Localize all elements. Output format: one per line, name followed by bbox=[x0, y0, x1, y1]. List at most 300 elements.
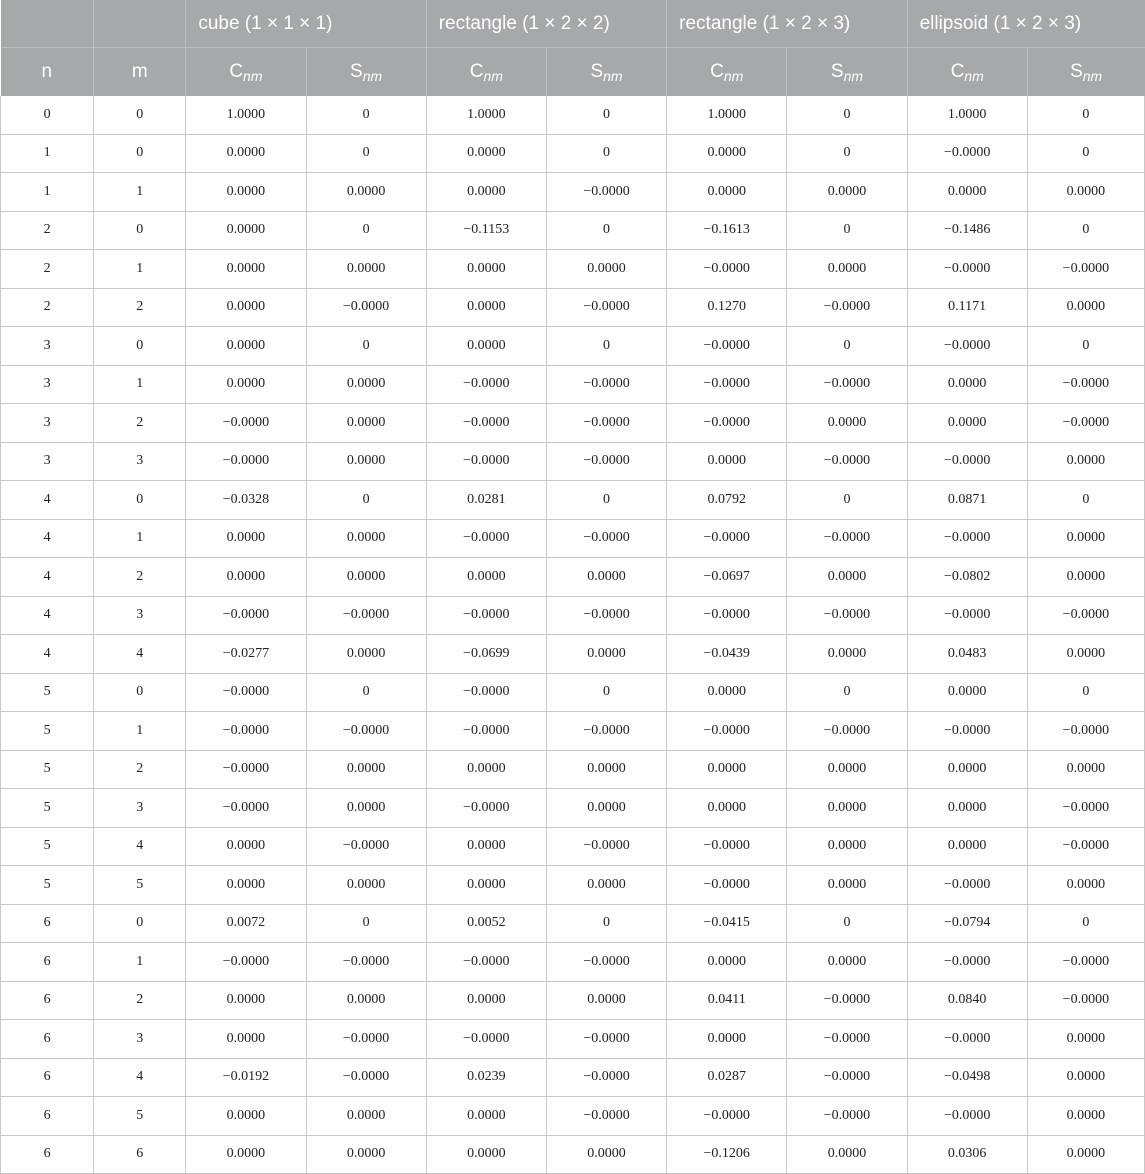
rect123-c-cell: 1.0000 bbox=[667, 96, 787, 134]
header-column-row bbox=[1, 48, 1145, 97]
rect123-s-cell: 0.0000 bbox=[787, 943, 907, 982]
m-cell: 5 bbox=[94, 1097, 186, 1136]
nm-subscript: nm bbox=[243, 67, 263, 84]
rect122-c-cell: −0.0000 bbox=[426, 1020, 546, 1059]
m-cell: 3 bbox=[94, 789, 186, 828]
ellipsoid-c-cell: −0.0000 bbox=[907, 442, 1027, 481]
column-header-c bbox=[667, 48, 787, 97]
cube-c-cell: 0.0000 bbox=[186, 211, 306, 250]
cube-s-cell: 0.0000 bbox=[306, 404, 426, 443]
rect122-s-cell: −0.0000 bbox=[546, 442, 666, 481]
cube-s-cell: 0.0000 bbox=[306, 1135, 426, 1174]
ellipsoid-s-cell: −0.0000 bbox=[1027, 827, 1144, 866]
m-cell: 2 bbox=[94, 288, 186, 327]
rect122-s-cell: 0.0000 bbox=[546, 866, 666, 905]
nm-subscript: nm bbox=[843, 67, 864, 84]
rect123-c-cell: −0.0439 bbox=[667, 635, 787, 674]
s-symbol: S bbox=[590, 60, 604, 82]
rect123-c-cell: 0.0000 bbox=[667, 789, 787, 828]
nm-subscript: nm bbox=[1082, 67, 1103, 84]
rect122-c-cell: 0.0000 bbox=[426, 327, 546, 366]
n-cell: 1 bbox=[1, 134, 94, 173]
nm-subscript: nm bbox=[483, 67, 503, 84]
table-header bbox=[1, 0, 1145, 96]
cube-c-cell: 0.0000 bbox=[186, 1097, 306, 1136]
ellipsoid-s-cell: −0.0000 bbox=[1027, 789, 1144, 828]
cube-c-cell: 0.0000 bbox=[186, 519, 306, 558]
m-cell: 2 bbox=[94, 981, 186, 1020]
nm-subscript: nm bbox=[362, 67, 383, 84]
rect122-c-cell: 0.0000 bbox=[426, 1135, 546, 1174]
rect122-c-cell: 0.0000 bbox=[426, 866, 546, 905]
table-row bbox=[1, 134, 1145, 173]
table-row bbox=[1, 1020, 1145, 1059]
m-cell: 2 bbox=[94, 404, 186, 443]
n-cell: 4 bbox=[1, 481, 94, 520]
table-row bbox=[1, 519, 1145, 558]
rect122-s-cell: −0.0000 bbox=[546, 712, 666, 751]
table-body bbox=[1, 96, 1145, 1174]
rect123-c-cell: −0.0000 bbox=[667, 827, 787, 866]
column-header-c bbox=[186, 48, 306, 97]
rect122-s-cell: 0 bbox=[546, 481, 666, 520]
table-row bbox=[1, 173, 1145, 212]
rect122-s-cell: −0.0000 bbox=[546, 1020, 666, 1059]
m-cell: 0 bbox=[94, 904, 186, 943]
rect122-c-cell: 0.0281 bbox=[426, 481, 546, 520]
table-row bbox=[1, 96, 1145, 134]
rect122-s-cell: 0.0000 bbox=[546, 635, 666, 674]
rect122-c-cell: 0.0000 bbox=[426, 750, 546, 789]
table-row bbox=[1, 481, 1145, 520]
rect123-s-cell: 0 bbox=[787, 134, 907, 173]
m-cell: 1 bbox=[94, 365, 186, 404]
table-row bbox=[1, 981, 1145, 1020]
rect122-s-cell: 0.0000 bbox=[546, 1135, 666, 1174]
rect123-s-cell: 0.0000 bbox=[787, 750, 907, 789]
cube-s-cell: 0.0000 bbox=[306, 173, 426, 212]
rect123-s-cell: 0.0000 bbox=[787, 635, 907, 674]
s-symbol: S bbox=[350, 60, 363, 82]
rect123-s-cell: −0.0000 bbox=[787, 1020, 907, 1059]
rect122-s-cell: −0.0000 bbox=[546, 943, 666, 982]
rect122-c-cell: 0.0000 bbox=[426, 1097, 546, 1136]
rect123-c-cell: −0.1613 bbox=[667, 211, 787, 250]
column-header-s bbox=[546, 48, 666, 97]
rect123-s-cell: −0.0000 bbox=[787, 596, 907, 635]
ellipsoid-c-cell: 0.0000 bbox=[907, 789, 1027, 828]
cube-s-cell: −0.0000 bbox=[306, 943, 426, 982]
n-cell: 5 bbox=[1, 789, 94, 828]
column-header-m: m bbox=[94, 48, 186, 97]
rect123-c-cell: −0.0000 bbox=[667, 404, 787, 443]
rect123-c-cell: −0.0000 bbox=[667, 250, 787, 289]
m-cell: 2 bbox=[94, 558, 186, 597]
rect123-s-cell: 0.0000 bbox=[787, 250, 907, 289]
rect122-c-cell: 0.0000 bbox=[426, 558, 546, 597]
table-row bbox=[1, 866, 1145, 905]
ellipsoid-c-cell: −0.0000 bbox=[907, 250, 1027, 289]
column-header-c bbox=[907, 48, 1027, 97]
n-cell: 2 bbox=[1, 211, 94, 250]
rect122-s-cell: 0 bbox=[546, 327, 666, 366]
ellipsoid-s-cell: −0.0000 bbox=[1027, 712, 1144, 751]
m-cell: 3 bbox=[94, 1020, 186, 1059]
rect122-s-cell: 0.0000 bbox=[546, 789, 666, 828]
rect122-s-cell: −0.0000 bbox=[546, 404, 666, 443]
rect122-s-cell: 0 bbox=[546, 211, 666, 250]
cube-s-cell: −0.0000 bbox=[306, 827, 426, 866]
ellipsoid-s-cell: 0.0000 bbox=[1027, 173, 1144, 212]
s-symbol: S bbox=[1070, 60, 1083, 82]
rect123-s-cell: −0.0000 bbox=[787, 981, 907, 1020]
table-row bbox=[1, 442, 1145, 481]
ellipsoid-c-cell: −0.0000 bbox=[907, 327, 1027, 366]
rect123-s-cell: 0 bbox=[787, 904, 907, 943]
ellipsoid-s-cell: 0.0000 bbox=[1027, 750, 1144, 789]
n-cell: 5 bbox=[1, 750, 94, 789]
cube-s-cell: 0 bbox=[306, 673, 426, 712]
rect122-c-cell: −0.0699 bbox=[426, 635, 546, 674]
cube-c-cell: 0.0000 bbox=[186, 1020, 306, 1059]
cube-c-cell: 1.0000 bbox=[186, 96, 306, 134]
n-cell: 1 bbox=[1, 173, 94, 212]
rect123-c-cell: −0.0000 bbox=[667, 327, 787, 366]
rect122-s-cell: 0 bbox=[546, 904, 666, 943]
rect122-s-cell: −0.0000 bbox=[546, 1097, 666, 1136]
rect122-c-cell: 0.0000 bbox=[426, 288, 546, 327]
rect122-s-cell: 0.0000 bbox=[546, 750, 666, 789]
c-symbol: C bbox=[229, 60, 244, 82]
m-cell: 1 bbox=[94, 250, 186, 289]
n-cell: 2 bbox=[1, 288, 94, 327]
rect123-s-cell: 0.0000 bbox=[787, 866, 907, 905]
rect122-c-cell: −0.0000 bbox=[426, 365, 546, 404]
ellipsoid-c-cell: −0.0802 bbox=[907, 558, 1027, 597]
ellipsoid-s-cell: −0.0000 bbox=[1027, 404, 1144, 443]
rect122-c-cell: 0.0000 bbox=[426, 981, 546, 1020]
n-cell: 6 bbox=[1, 1058, 94, 1097]
s-symbol: S bbox=[830, 60, 844, 82]
c-symbol: C bbox=[710, 60, 724, 82]
table-row bbox=[1, 288, 1145, 327]
rect122-s-cell: 0.0000 bbox=[546, 250, 666, 289]
rect122-c-cell: −0.0000 bbox=[426, 404, 546, 443]
table-row bbox=[1, 789, 1145, 828]
cube-s-cell: 0.0000 bbox=[306, 442, 426, 481]
ellipsoid-c-cell: 0.0871 bbox=[907, 481, 1027, 520]
table-row bbox=[1, 365, 1145, 404]
ellipsoid-c-cell: −0.0000 bbox=[907, 1020, 1027, 1059]
ellipsoid-s-cell: 0.0000 bbox=[1027, 1020, 1144, 1059]
m-cell: 6 bbox=[94, 1135, 186, 1174]
cube-c-cell: 0.0000 bbox=[186, 327, 306, 366]
ellipsoid-c-cell: −0.0000 bbox=[907, 1097, 1027, 1136]
ellipsoid-s-cell: 0.0000 bbox=[1027, 866, 1144, 905]
rect123-c-cell: −0.0000 bbox=[667, 712, 787, 751]
rect122-c-cell: 0.0000 bbox=[426, 173, 546, 212]
n-cell: 3 bbox=[1, 442, 94, 481]
cube-s-cell: 0.0000 bbox=[306, 365, 426, 404]
rect123-c-cell: 0.0000 bbox=[667, 134, 787, 173]
ellipsoid-s-cell: 0 bbox=[1027, 481, 1144, 520]
column-header-c bbox=[426, 48, 546, 97]
rect122-s-cell: 0.0000 bbox=[546, 981, 666, 1020]
rect122-c-cell: 0.0000 bbox=[426, 827, 546, 866]
m-cell: 0 bbox=[94, 481, 186, 520]
rect122-s-cell: 0 bbox=[546, 134, 666, 173]
m-cell: 4 bbox=[94, 1058, 186, 1097]
cube-s-cell: 0.0000 bbox=[306, 750, 426, 789]
rect123-c-cell: 0.0000 bbox=[667, 673, 787, 712]
rect122-s-cell: −0.0000 bbox=[546, 827, 666, 866]
cube-s-cell: 0 bbox=[306, 211, 426, 250]
rect123-s-cell: −0.0000 bbox=[787, 712, 907, 751]
ellipsoid-c-cell: 0.0000 bbox=[907, 173, 1027, 212]
column-header-s bbox=[1027, 48, 1144, 97]
n-cell: 3 bbox=[1, 365, 94, 404]
table-row bbox=[1, 904, 1145, 943]
m-cell: 0 bbox=[94, 327, 186, 366]
m-cell: 3 bbox=[94, 596, 186, 635]
cube-c-cell: 0.0000 bbox=[186, 866, 306, 905]
rect123-c-cell: 0.0000 bbox=[667, 173, 787, 212]
m-cell: 1 bbox=[94, 712, 186, 751]
ellipsoid-c-cell: 0.0840 bbox=[907, 981, 1027, 1020]
group-header-rectangle-1x2x2: rectangle (1 × 2 × 2) bbox=[426, 0, 666, 48]
rect123-s-cell: −0.0000 bbox=[787, 442, 907, 481]
n-cell: 5 bbox=[1, 712, 94, 751]
n-cell: 5 bbox=[1, 827, 94, 866]
cube-s-cell: 0.0000 bbox=[306, 519, 426, 558]
rect123-c-cell: −0.0000 bbox=[667, 596, 787, 635]
cube-s-cell: 0.0000 bbox=[306, 789, 426, 828]
n-cell: 6 bbox=[1, 1097, 94, 1136]
rect122-c-cell: −0.0000 bbox=[426, 943, 546, 982]
n-cell: 6 bbox=[1, 943, 94, 982]
n-cell: 4 bbox=[1, 635, 94, 674]
cube-s-cell: 0.0000 bbox=[306, 635, 426, 674]
rect123-c-cell: 0.0287 bbox=[667, 1058, 787, 1097]
ellipsoid-c-cell: −0.1486 bbox=[907, 211, 1027, 250]
cube-c-cell: −0.0277 bbox=[186, 635, 306, 674]
rect123-s-cell: 0 bbox=[787, 211, 907, 250]
ellipsoid-s-cell: 0.0000 bbox=[1027, 288, 1144, 327]
cube-s-cell: 0 bbox=[306, 134, 426, 173]
header-blank-m bbox=[94, 0, 186, 48]
n-cell: 5 bbox=[1, 866, 94, 905]
ellipsoid-s-cell: 0.0000 bbox=[1027, 635, 1144, 674]
table-row bbox=[1, 1058, 1145, 1097]
n-cell: 0 bbox=[1, 96, 94, 134]
m-cell: 1 bbox=[94, 173, 186, 212]
ellipsoid-s-cell: 0.0000 bbox=[1027, 1058, 1144, 1097]
rect123-c-cell: 0.0000 bbox=[667, 943, 787, 982]
cube-c-cell: −0.0000 bbox=[186, 750, 306, 789]
nm-subscript: nm bbox=[964, 67, 984, 84]
ellipsoid-c-cell: 0.1171 bbox=[907, 288, 1027, 327]
rect122-s-cell: −0.0000 bbox=[546, 519, 666, 558]
group-header-ellipsoid: ellipsoid (1 × 2 × 3) bbox=[907, 0, 1144, 48]
rect123-s-cell: −0.0000 bbox=[787, 519, 907, 558]
cube-c-cell: 0.0000 bbox=[186, 365, 306, 404]
header-group-row bbox=[1, 0, 1145, 48]
ellipsoid-c-cell: −0.0000 bbox=[907, 712, 1027, 751]
ellipsoid-c-cell: −0.0000 bbox=[907, 596, 1027, 635]
ellipsoid-c-cell: 0.0483 bbox=[907, 635, 1027, 674]
cube-c-cell: −0.0192 bbox=[186, 1058, 306, 1097]
cube-c-cell: 0.0000 bbox=[186, 288, 306, 327]
cube-c-cell: 0.0000 bbox=[186, 827, 306, 866]
cube-s-cell: 0.0000 bbox=[306, 981, 426, 1020]
rect123-s-cell: 0 bbox=[787, 673, 907, 712]
rect122-c-cell: 0.0000 bbox=[426, 134, 546, 173]
table-row bbox=[1, 712, 1145, 751]
ellipsoid-c-cell: 1.0000 bbox=[907, 96, 1027, 134]
rect122-s-cell: −0.0000 bbox=[546, 365, 666, 404]
ellipsoid-s-cell: 0 bbox=[1027, 673, 1144, 712]
cube-c-cell: −0.0000 bbox=[186, 712, 306, 751]
header-blank-n bbox=[1, 0, 94, 48]
table-row bbox=[1, 596, 1145, 635]
nm-subscript: nm bbox=[603, 67, 623, 84]
rect122-c-cell: 1.0000 bbox=[426, 96, 546, 134]
ellipsoid-s-cell: −0.0000 bbox=[1027, 365, 1144, 404]
rect122-c-cell: −0.1153 bbox=[426, 211, 546, 250]
rect123-c-cell: 0.0000 bbox=[667, 750, 787, 789]
table-row bbox=[1, 673, 1145, 712]
ellipsoid-s-cell: 0.0000 bbox=[1027, 1135, 1144, 1174]
rect123-s-cell: −0.0000 bbox=[787, 1058, 907, 1097]
n-cell: 5 bbox=[1, 673, 94, 712]
table-row bbox=[1, 211, 1145, 250]
ellipsoid-c-cell: 0.0306 bbox=[907, 1135, 1027, 1174]
n-cell: 2 bbox=[1, 250, 94, 289]
rect122-s-cell: 0.0000 bbox=[546, 558, 666, 597]
ellipsoid-s-cell: 0 bbox=[1027, 904, 1144, 943]
rect123-c-cell: 0.0792 bbox=[667, 481, 787, 520]
ellipsoid-s-cell: 0 bbox=[1027, 96, 1144, 134]
m-cell: 1 bbox=[94, 519, 186, 558]
table-row bbox=[1, 750, 1145, 789]
rect123-s-cell: 0 bbox=[787, 327, 907, 366]
rect122-c-cell: −0.0000 bbox=[426, 519, 546, 558]
cube-c-cell: 0.0072 bbox=[186, 904, 306, 943]
m-cell: 4 bbox=[94, 827, 186, 866]
rect123-c-cell: 0.0000 bbox=[667, 1020, 787, 1059]
rect123-s-cell: 0.0000 bbox=[787, 789, 907, 828]
n-cell: 3 bbox=[1, 404, 94, 443]
rect123-c-cell: −0.0697 bbox=[667, 558, 787, 597]
table-row bbox=[1, 635, 1145, 674]
table-row bbox=[1, 943, 1145, 982]
rect122-c-cell: −0.0000 bbox=[426, 712, 546, 751]
cube-c-cell: −0.0000 bbox=[186, 789, 306, 828]
n-cell: 3 bbox=[1, 327, 94, 366]
cube-s-cell: 0 bbox=[306, 904, 426, 943]
rect123-s-cell: −0.0000 bbox=[787, 288, 907, 327]
rect122-c-cell: −0.0000 bbox=[426, 442, 546, 481]
cube-s-cell: −0.0000 bbox=[306, 1020, 426, 1059]
ellipsoid-c-cell: 0.0000 bbox=[907, 365, 1027, 404]
cube-s-cell: 0.0000 bbox=[306, 558, 426, 597]
c-symbol: C bbox=[950, 60, 965, 82]
cube-s-cell: −0.0000 bbox=[306, 288, 426, 327]
rect122-c-cell: −0.0000 bbox=[426, 673, 546, 712]
rect122-s-cell: −0.0000 bbox=[546, 1058, 666, 1097]
table-row bbox=[1, 250, 1145, 289]
ellipsoid-c-cell: −0.0000 bbox=[907, 866, 1027, 905]
rect123-c-cell: 0.1270 bbox=[667, 288, 787, 327]
cube-c-cell: −0.0328 bbox=[186, 481, 306, 520]
m-cell: 5 bbox=[94, 866, 186, 905]
rect123-c-cell: −0.1206 bbox=[667, 1135, 787, 1174]
ellipsoid-s-cell: −0.0000 bbox=[1027, 596, 1144, 635]
ellipsoid-c-cell: 0.0000 bbox=[907, 750, 1027, 789]
cube-c-cell: −0.0000 bbox=[186, 442, 306, 481]
rect122-s-cell: 0 bbox=[546, 96, 666, 134]
ellipsoid-c-cell: 0.0000 bbox=[907, 673, 1027, 712]
c-symbol: C bbox=[469, 60, 484, 82]
m-cell: 0 bbox=[94, 211, 186, 250]
n-cell: 4 bbox=[1, 519, 94, 558]
ellipsoid-s-cell: 0.0000 bbox=[1027, 519, 1144, 558]
table-row bbox=[1, 1097, 1145, 1136]
rect123-s-cell: 0.0000 bbox=[787, 1135, 907, 1174]
n-cell: 6 bbox=[1, 1135, 94, 1174]
cube-c-cell: −0.0000 bbox=[186, 596, 306, 635]
table-row bbox=[1, 827, 1145, 866]
ellipsoid-c-cell: −0.0000 bbox=[907, 134, 1027, 173]
rect123-c-cell: 0.0000 bbox=[667, 442, 787, 481]
ellipsoid-s-cell: 0 bbox=[1027, 211, 1144, 250]
ellipsoid-s-cell: −0.0000 bbox=[1027, 981, 1144, 1020]
cube-c-cell: −0.0000 bbox=[186, 404, 306, 443]
cube-s-cell: 0 bbox=[306, 481, 426, 520]
rect123-s-cell: 0.0000 bbox=[787, 173, 907, 212]
cube-c-cell: 0.0000 bbox=[186, 250, 306, 289]
table-row bbox=[1, 404, 1145, 443]
n-cell: 6 bbox=[1, 904, 94, 943]
rect122-c-cell: −0.0000 bbox=[426, 596, 546, 635]
ellipsoid-c-cell: 0.0000 bbox=[907, 404, 1027, 443]
cube-c-cell: 0.0000 bbox=[186, 1135, 306, 1174]
n-cell: 4 bbox=[1, 558, 94, 597]
rect122-c-cell: 0.0000 bbox=[426, 250, 546, 289]
m-cell: 2 bbox=[94, 750, 186, 789]
cube-c-cell: 0.0000 bbox=[186, 134, 306, 173]
cube-s-cell: 0.0000 bbox=[306, 1097, 426, 1136]
rect122-c-cell: 0.0239 bbox=[426, 1058, 546, 1097]
rect123-s-cell: −0.0000 bbox=[787, 365, 907, 404]
rect123-c-cell: −0.0000 bbox=[667, 1097, 787, 1136]
cube-s-cell: 0 bbox=[306, 96, 426, 134]
rect123-s-cell: 0.0000 bbox=[787, 827, 907, 866]
cube-c-cell: 0.0000 bbox=[186, 173, 306, 212]
ellipsoid-c-cell: −0.0000 bbox=[907, 943, 1027, 982]
ellipsoid-c-cell: −0.0000 bbox=[907, 519, 1027, 558]
rect122-c-cell: 0.0052 bbox=[426, 904, 546, 943]
rect123-s-cell: 0.0000 bbox=[787, 404, 907, 443]
rect122-s-cell: −0.0000 bbox=[546, 596, 666, 635]
rect123-c-cell: 0.0411 bbox=[667, 981, 787, 1020]
m-cell: 0 bbox=[94, 673, 186, 712]
m-cell: 4 bbox=[94, 635, 186, 674]
group-header-rectangle-1x2x3: rectangle (1 × 2 × 3) bbox=[667, 0, 907, 48]
cube-s-cell: −0.0000 bbox=[306, 1058, 426, 1097]
cube-s-cell: 0 bbox=[306, 327, 426, 366]
rect123-s-cell: 0 bbox=[787, 481, 907, 520]
